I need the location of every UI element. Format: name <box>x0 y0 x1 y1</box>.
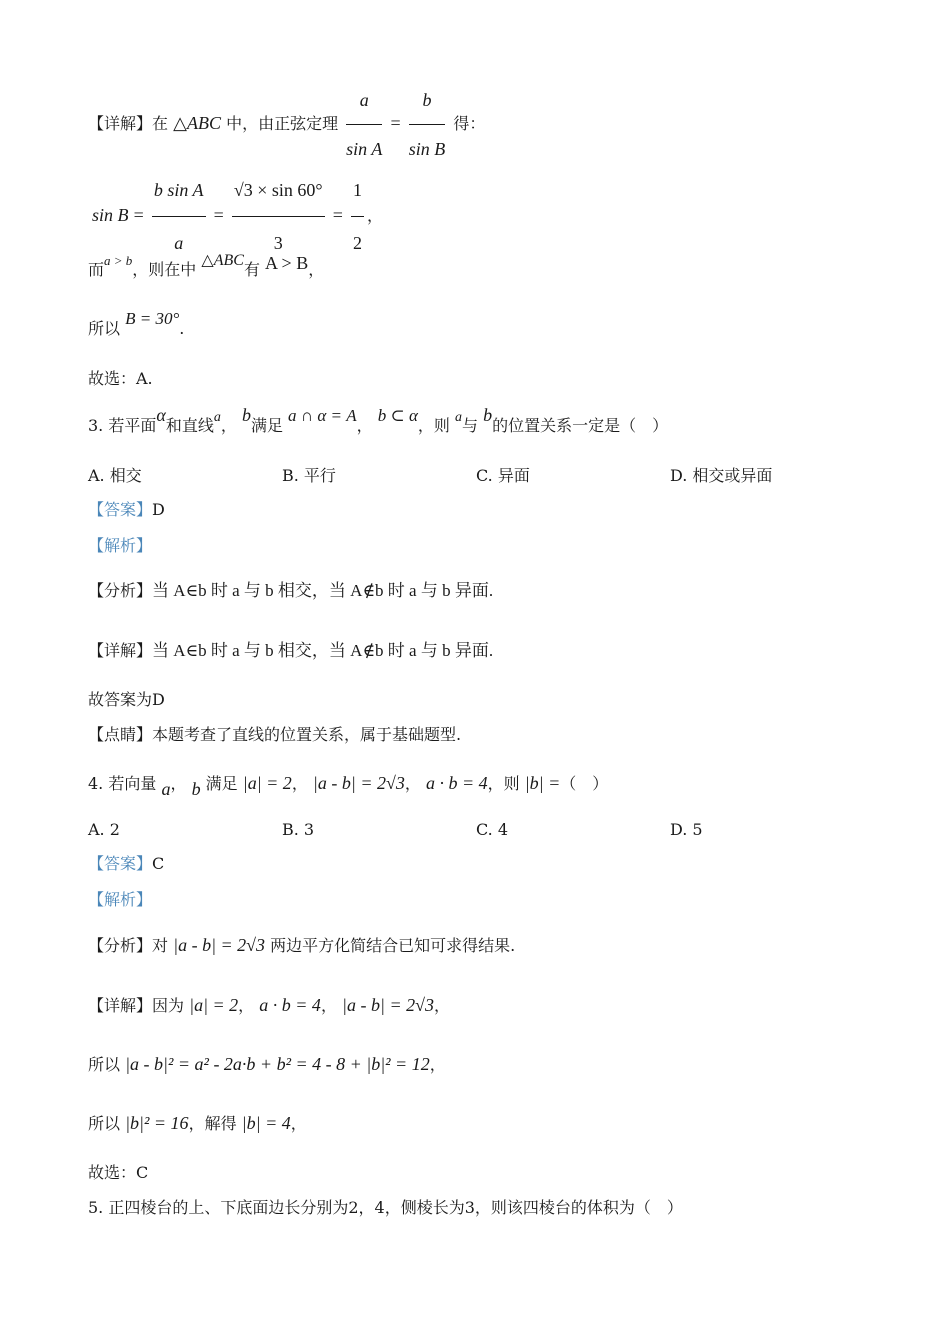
option-a: A. 相交 <box>88 466 142 485</box>
fraction-b-over-sinB: $\frac{b}{\text{sin B}}$ <box>409 78 446 171</box>
question-4-stem: 4. 若向量 a， b 满足 |a| = 2， |a - b| = 2√3， a · b = 4，则 |b| =（ ） <box>88 773 609 799</box>
question-3-analysis-label: 【解析】 <box>88 536 153 555</box>
option-d: D. 5 <box>670 820 703 839</box>
detail-label: 【详解】 <box>88 114 153 133</box>
detail-paragraph-law-of-sines: 【详解】在 △ABC 中，由正弦定理 $\frac{a}{\text{sin A}}$ = $\frac{b}{\text{sin B}}$ 得： <box>88 78 485 171</box>
sinB-formula: sin B = $\frac{\text{b sin A}}{a}$ = $\frac{√3 \times \sin 60^\circ}{3}$ = $\frac{1}{2}$ ， <box>92 166 383 267</box>
question-3-stem: 3. 若平面α和直线a， b满足 a ∩ α = A， b ⊂ α，则 a与 b的位置关系一定是（ ） <box>88 405 669 435</box>
option-b: B. 3 <box>282 820 315 839</box>
question-4-options <box>88 819 888 841</box>
question-3-answer: 【答案】D <box>88 500 165 519</box>
option-c: C. 4 <box>476 820 509 839</box>
question-4-conclusion: 故选：C <box>88 1163 149 1182</box>
question-3-fenxi: 【分析】当 A∈b 时 a 与 b 相交，当 A∉b 时 a 与 b 异面. <box>88 581 494 600</box>
a-greater-b-paragraph: 而$^{a > b}$，则在中 △ABC有 A > B， <box>88 252 325 279</box>
option-a: A. 2 <box>88 820 120 839</box>
question-4-xiangjie: 【详解】因为 |a| = 2， a · b = 4， |a - b| = 2√3， <box>88 995 450 1015</box>
question-4-answer: 【答案】C <box>88 854 165 873</box>
choose-a-line: 故选：A. <box>88 369 153 388</box>
question-5-stem: 5. 正四棱台的上、下底面边长分别为2，4，侧棱长为3，则该四棱台的体积为（ ） <box>88 1198 683 1217</box>
option-c: C. 异面 <box>476 466 530 485</box>
option-d: D. 相交或异面 <box>670 466 773 485</box>
question-3-options <box>88 465 888 487</box>
option-b: B. 平行 <box>282 466 336 485</box>
question-4-analysis-label: 【解析】 <box>88 890 153 909</box>
question-4-step-2: 所以 |b|² = 16，解得 |b| = 4， <box>88 1113 307 1133</box>
question-3-conclusion: 故答案为D <box>88 690 165 709</box>
question-4-step-1: 所以 |a - b|² = a² - 2a·b + b² = 4 - 8 + |b|² = 12， <box>88 1054 446 1074</box>
triangle-abc: △ABC <box>173 113 221 133</box>
answer-label: 【答案】 <box>88 500 153 519</box>
question-3-dianjing: 【点睛】本题考查了直线的位置关系，属于基础题型. <box>88 725 462 744</box>
b-equals-30-paragraph: 所以 B = 30°. <box>88 309 185 338</box>
fraction-a-over-sinA: $\frac{a}{\text{sin A}}$ <box>346 78 382 171</box>
question-3-xiangjie: 【详解】当 A∈b 时 a 与 b 相交，当 A∉b 时 a 与 b 异面. <box>88 641 494 660</box>
question-4-fenxi: 【分析】对 |a - b| = 2√3 两边平方化简结合已知可求得结果. <box>88 935 516 955</box>
